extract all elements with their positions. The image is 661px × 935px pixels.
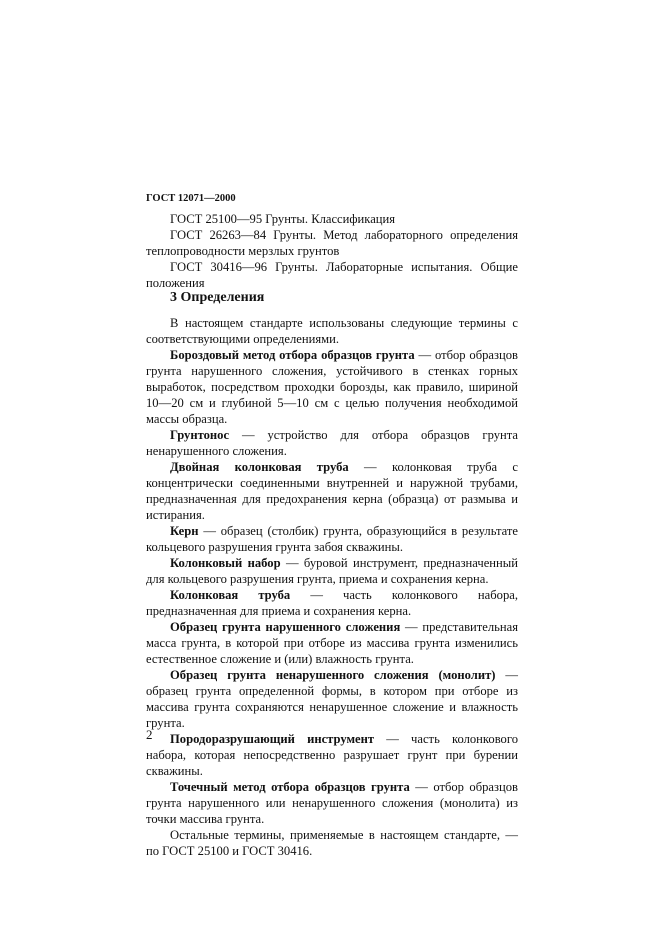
definition-term: Бороздовый метод отбора образцов грунта bbox=[170, 348, 415, 362]
definition-term: Керн bbox=[170, 524, 199, 538]
definition-term: Породоразрушающий инструмент bbox=[170, 732, 375, 746]
definition-item bbox=[146, 731, 518, 779]
definition-item bbox=[146, 619, 518, 667]
definition-item bbox=[146, 779, 518, 827]
definition-item bbox=[146, 459, 518, 523]
definition-text: — отбор образцов грунта нарушенного сложения, устойчивого в стенках горных выработок, посредством проходки борозды, как правило, шириной 10—20 см и глубиной 5—10 см с целью получения необходимой массы образца. bbox=[146, 348, 518, 426]
definition-item bbox=[146, 523, 518, 555]
definition-text: — часть колонкового набора, которая непосредственно разрушает грунт при бурении скважины. bbox=[146, 732, 518, 778]
definition-text: — колонковая труба с концентрически соединенными внутренней и наружной трубами, предназначенная для предохранения керна (образца) от размыва и истирания. bbox=[146, 460, 519, 522]
definition-term: Колонковая труба bbox=[170, 588, 291, 602]
definition-item bbox=[146, 347, 518, 427]
document-header-code: ГОСТ 12071—2000 bbox=[146, 193, 236, 204]
definition-term: Образец грунта нарушенного сложения bbox=[170, 620, 401, 634]
definition-text: — буровой инструмент, предназначенный для кольцевого разрушения грунта, приема и сохранения керна. bbox=[146, 556, 518, 586]
definition-text: — устройство для отбора образцов грунта ненарушенного сложения. bbox=[146, 428, 518, 458]
definition-item bbox=[146, 667, 518, 731]
section-heading: 3 Определения bbox=[170, 290, 265, 305]
definition-item bbox=[146, 587, 518, 619]
reference-item: ГОСТ 26263—84 Грунты. Метод лабораторного определения теплопроводности мерзлых грунтов bbox=[146, 228, 518, 258]
definition-text: — образец (столбик) грунта, образующийся в результате кольцевого разрушения грунта забоя скважины. bbox=[146, 524, 518, 554]
definition-text: — образец грунта определенной формы, в котором при отборе из массива грунта сохраняются ненарушенное сложение и влажность грунта. bbox=[146, 668, 518, 730]
definition-term: Образец грунта ненарушенного сложения (монолит) bbox=[170, 668, 496, 682]
reference-item: ГОСТ 30416—96 Грунты. Лабораторные испытания. Общие положения bbox=[146, 260, 518, 290]
definition-text: — отбор образцов грунта нарушенного или ненарушенного сложения (монолита) из точки массива грунта. bbox=[146, 780, 518, 826]
definition-item bbox=[146, 555, 518, 587]
definition-term: Точечный метод отбора образцов грунта bbox=[170, 780, 410, 794]
definition-term: Колонковый набор bbox=[170, 556, 281, 570]
definitions-section bbox=[146, 315, 518, 859]
definition-item bbox=[146, 427, 518, 459]
closing-paragraph: Остальные термины, применяемые в настоящем стандарте, — по ГОСТ 25100 и ГОСТ 30416. bbox=[146, 828, 518, 858]
definition-term: Двойная колонковая труба bbox=[170, 460, 349, 474]
page-number: 2 bbox=[146, 727, 153, 742]
intro-paragraph: В настоящем стандарте использованы следующие термины с соответствующими определениями. bbox=[146, 316, 518, 346]
reference-item: ГОСТ 25100—95 Грунты. Классификация bbox=[170, 212, 396, 226]
definition-text: — представительная масса грунта, в которой при отборе из массива грунта изменились естественное сложение и (или) влажность грунта. bbox=[146, 620, 519, 666]
definition-term: Грунтонос bbox=[170, 428, 230, 442]
normative-references bbox=[146, 211, 518, 291]
definition-text: — часть колонкового набора, предназначенная для приема и сохранения керна. bbox=[146, 588, 519, 618]
